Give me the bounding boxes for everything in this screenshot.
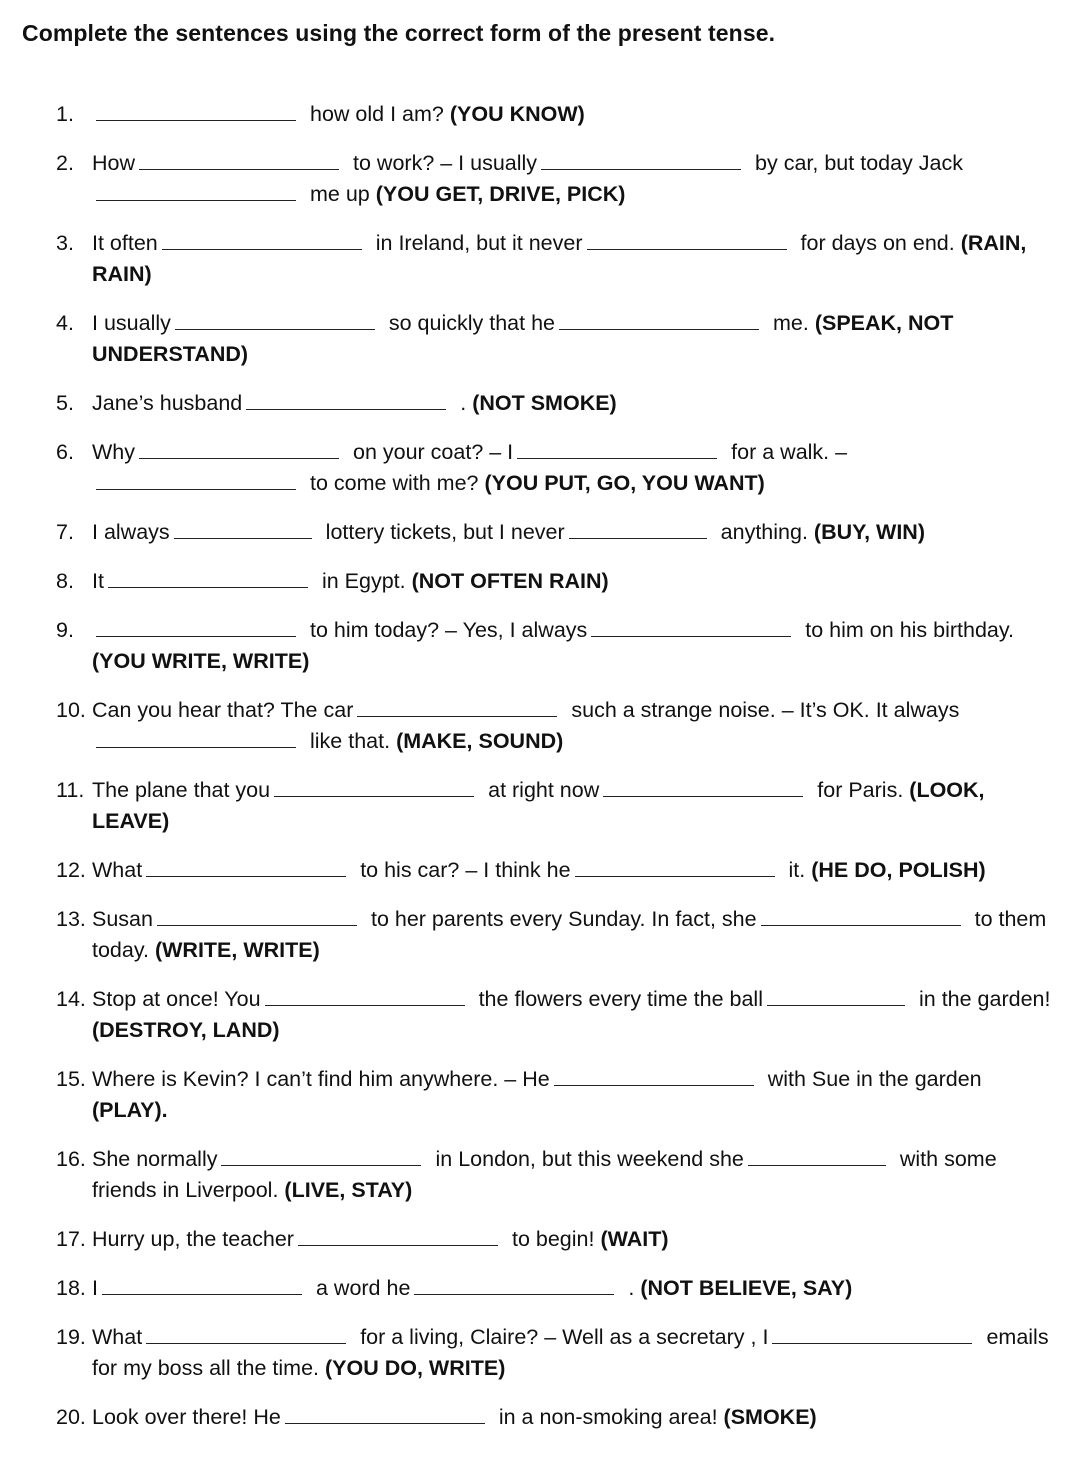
item-sentence (92, 1144, 1052, 1206)
exercise-item (56, 228, 1058, 290)
sentence-text: for Paris. (817, 778, 904, 802)
sentence-text: how old I am? (310, 102, 444, 126)
sentence-text: Where is Kevin? I can’t find him anywhere. – He (92, 1067, 550, 1091)
sentence-text: I always (92, 520, 170, 544)
verb-hint: (NOT BELIEVE, SAY) (640, 1276, 853, 1300)
item-sentence (92, 228, 1052, 290)
answer-blank[interactable] (517, 438, 717, 459)
sentence-text: to her parents every Sunday. In fact, she (370, 907, 757, 931)
sentence-text: Susan (92, 907, 153, 931)
answer-blank[interactable] (96, 616, 296, 637)
sentence-text: It often (92, 231, 158, 255)
answer-blank[interactable] (298, 1225, 498, 1246)
exercise-item (56, 517, 1058, 548)
item-sentence (92, 855, 1052, 886)
sentence-text: What (92, 1325, 143, 1349)
item-sentence (92, 1322, 1055, 1384)
answer-blank[interactable] (96, 180, 296, 201)
item-sentence (92, 984, 1052, 1046)
sentence-text: Hurry up, the teacher (92, 1227, 294, 1251)
exercise-item (56, 308, 1058, 370)
item-number: 4. (56, 311, 74, 335)
item-sentence (92, 517, 1052, 548)
item-number: 11. (56, 778, 85, 802)
answer-blank[interactable] (146, 1323, 346, 1344)
sentence-text: Look over there! He (92, 1405, 281, 1429)
item-number: 16. (56, 1147, 86, 1171)
sentence-text: It (92, 569, 104, 593)
answer-blank[interactable] (591, 616, 791, 637)
sentence-text: The plane that you (92, 778, 271, 802)
verb-hint: (YOU GET, DRIVE, PICK) (375, 182, 626, 206)
exercise-item (56, 1064, 1058, 1126)
item-number: 17. (56, 1227, 86, 1251)
answer-blank[interactable] (175, 309, 375, 330)
verb-hint: (YOU WRITE, WRITE) (92, 649, 310, 673)
answer-blank[interactable] (772, 1323, 972, 1344)
verb-hint: (SMOKE) (723, 1405, 817, 1429)
exercise-item (56, 566, 1058, 597)
sentence-text: I usually (92, 311, 171, 335)
exercise-item (56, 984, 1058, 1046)
verb-hint: (LIVE, STAY) (284, 1178, 413, 1202)
exercise-item (56, 615, 1058, 677)
sentence-text: with Sue in the garden (767, 1067, 982, 1091)
item-number: 8. (56, 569, 74, 593)
answer-blank[interactable] (767, 985, 905, 1006)
item-sentence (92, 99, 1052, 130)
item-number: 13. (56, 907, 86, 931)
answer-blank[interactable] (414, 1274, 614, 1295)
sentence-text: What (92, 858, 143, 882)
exercise-item (56, 388, 1058, 419)
item-number: 7. (56, 520, 74, 544)
sentence-text: at right now (488, 778, 600, 802)
verb-hint: (LOOK, LEAVE) (92, 778, 985, 833)
exercise-list (22, 99, 1058, 1433)
answer-blank[interactable] (357, 696, 557, 717)
sentence-text: to work? – I usually (353, 151, 538, 175)
item-number: 19. (56, 1325, 86, 1349)
exercise-item (56, 148, 1058, 210)
exercise-item (56, 437, 1058, 499)
sentence-text: the flowers every time the ball (478, 987, 763, 1011)
sentence-text: I (92, 1276, 98, 1300)
item-sentence (92, 1224, 1052, 1255)
answer-blank[interactable] (162, 229, 362, 250)
item-sentence (92, 695, 1052, 757)
sentence-text: in a non-smoking area! (498, 1405, 718, 1429)
verb-hint: (RAIN, RAIN) (92, 231, 1027, 286)
sentence-text: Can you hear that? The car (92, 698, 354, 722)
exercise-item (56, 99, 1058, 130)
sentence-text: for a living, Claire? – Well as a secretary , I (360, 1325, 769, 1349)
verb-hint: (PLAY). (92, 1098, 168, 1122)
sentence-text: How (92, 151, 136, 175)
answer-blank[interactable] (761, 905, 961, 926)
sentence-text: to his car? – I think he (360, 858, 571, 882)
verb-hint: (YOU KNOW) (449, 102, 585, 126)
item-sentence (92, 1064, 1052, 1126)
sentence-text: with some friends in Liverpool. (92, 1147, 1003, 1202)
sentence-text: Why (92, 440, 135, 464)
exercise-item (56, 1273, 1058, 1304)
sentence-text: to come with me? (310, 471, 479, 495)
exercise-item (56, 1322, 1058, 1384)
answer-blank[interactable] (96, 100, 296, 121)
verb-hint: (WAIT) (600, 1227, 669, 1251)
answer-blank[interactable] (554, 1065, 754, 1086)
answer-blank[interactable] (569, 518, 707, 539)
item-number: 14. (56, 987, 86, 1011)
verb-hint: (MAKE, SOUND) (396, 729, 564, 753)
exercise-item (56, 1144, 1058, 1206)
item-sentence (92, 437, 1052, 499)
exercise-item (56, 775, 1058, 837)
item-number: 12. (56, 858, 86, 882)
item-sentence (92, 1273, 1052, 1304)
item-number: 6. (56, 440, 74, 464)
sentence-text: so quickly that he (388, 311, 555, 335)
sentence-text: . (460, 391, 467, 415)
verb-hint: (WRITE, WRITE) (154, 938, 320, 962)
sentence-text: a word he (315, 1276, 411, 1300)
worksheet-title: Complete the sentences using the correct form of the present tense. (22, 20, 776, 46)
item-number: 20. (56, 1405, 86, 1429)
sentence-text: Stop at once! You (92, 987, 261, 1011)
item-sentence (92, 566, 1052, 597)
item-sentence (92, 388, 1052, 419)
answer-blank[interactable] (246, 389, 446, 410)
item-number: 9. (56, 618, 74, 642)
sentence-text: like that. (310, 729, 391, 753)
sentence-text: in Egypt. (321, 569, 406, 593)
exercise-item (56, 904, 1058, 966)
answer-blank[interactable] (146, 856, 346, 877)
verb-hint: (NOT OFTEN RAIN) (411, 569, 609, 593)
sentence-text: such a strange noise. – It’s OK. It always (571, 698, 960, 722)
sentence-text: by car, but today Jack (755, 151, 963, 175)
verb-hint: (SPEAK, NOT UNDERSTAND) (92, 311, 954, 366)
answer-blank[interactable] (108, 567, 308, 588)
exercise-item (56, 1402, 1058, 1433)
item-sentence (92, 775, 1052, 837)
answer-blank[interactable] (575, 856, 775, 877)
sentence-text: . (628, 1276, 635, 1300)
item-sentence (92, 615, 1052, 677)
answer-blank[interactable] (174, 518, 312, 539)
answer-blank[interactable] (139, 149, 339, 170)
answer-blank[interactable] (157, 905, 357, 926)
exercise-item (56, 1224, 1058, 1255)
verb-hint: (BUY, WIN) (813, 520, 925, 544)
sentence-text: in London, but this weekend she (435, 1147, 744, 1171)
item-number: 3. (56, 231, 74, 255)
sentence-text: to begin! (511, 1227, 595, 1251)
sentence-text: emails for my boss all the time. (92, 1325, 1055, 1380)
verb-hint: (NOT SMOKE) (472, 391, 617, 415)
sentence-text: She normally (92, 1147, 218, 1171)
answer-blank[interactable] (603, 776, 803, 797)
sentence-text: to him on his birthday. (805, 618, 1015, 642)
answer-blank[interactable] (541, 149, 741, 170)
sentence-text: anything. (720, 520, 808, 544)
item-sentence (92, 308, 1052, 370)
sentence-text: for days on end. (800, 231, 955, 255)
item-number: 2. (56, 151, 74, 175)
sentence-text: me. (773, 311, 809, 335)
answer-blank[interactable] (748, 1145, 886, 1166)
item-sentence (92, 1402, 1052, 1433)
item-number: 5. (56, 391, 74, 415)
answer-blank[interactable] (139, 438, 339, 459)
verb-hint: (HE DO, POLISH) (811, 858, 986, 882)
answer-blank[interactable] (221, 1145, 421, 1166)
sentence-text: on your coat? – I (353, 440, 514, 464)
item-number: 18. (56, 1276, 86, 1300)
answer-blank[interactable] (559, 309, 759, 330)
item-number: 10. (56, 698, 86, 722)
answer-blank[interactable] (96, 469, 296, 490)
sentence-text: to them today. (92, 907, 1053, 962)
item-sentence (92, 148, 1052, 210)
verb-hint: (DESTROY, LAND) (92, 1018, 280, 1042)
item-number: 1. (56, 102, 74, 126)
exercise-item (56, 855, 1058, 886)
answer-blank[interactable] (102, 1274, 302, 1295)
answer-blank[interactable] (285, 1403, 485, 1424)
sentence-text: in the garden! (918, 987, 1051, 1011)
sentence-text: lottery tickets, but I never (325, 520, 565, 544)
answer-blank[interactable] (265, 985, 465, 1006)
item-sentence (92, 904, 1052, 966)
sentence-text: to him today? – Yes, I always (310, 618, 588, 642)
sentence-text: in Ireland, but it never (375, 231, 583, 255)
sentence-text: it. (788, 858, 806, 882)
sentence-text: for a walk. – (731, 440, 848, 464)
answer-blank[interactable] (274, 776, 474, 797)
verb-hint: (YOU PUT, GO, YOU WANT) (484, 471, 765, 495)
sentence-text: me up (310, 182, 370, 206)
item-number: 15. (56, 1067, 86, 1091)
answer-blank[interactable] (96, 727, 296, 748)
exercise-item (56, 695, 1058, 757)
verb-hint: (YOU DO, WRITE) (325, 1356, 506, 1380)
answer-blank[interactable] (587, 229, 787, 250)
sentence-text: Jane’s husband (92, 391, 243, 415)
